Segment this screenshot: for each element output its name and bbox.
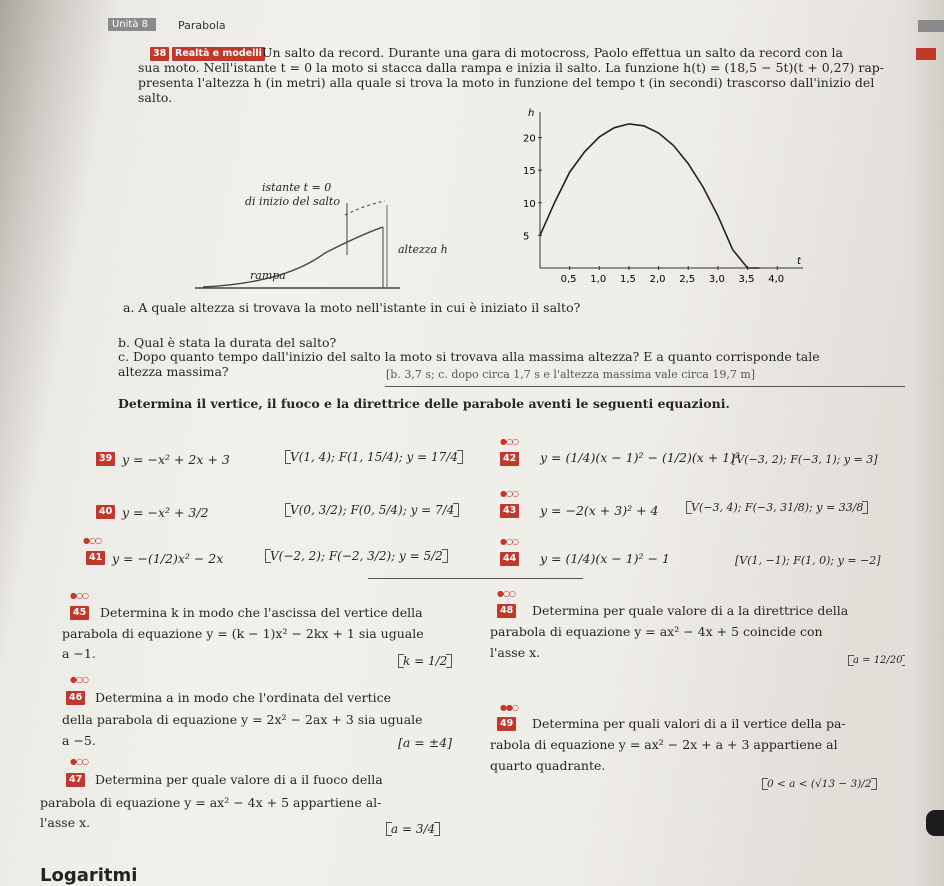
height-curve: [540, 124, 759, 268]
difficulty-dots: ●●○: [500, 703, 518, 712]
ex44-equation: y = (1/4)(x − 1)² − 1: [540, 551, 670, 566]
ex45-line-3: a −1.: [62, 646, 96, 661]
x-tick-label: 0,5: [560, 274, 577, 285]
ex38-line-2: sua moto. Nell'istante t = 0 la moto si stacca dalla rampa e inizia il salto. La funzione h(t) = (18,5 − 5t)(t + 0,27) rap-: [138, 60, 885, 75]
ex45-answer: k = 1/2: [398, 654, 452, 668]
realta-modelli-tag: Realtà e modelli: [172, 47, 265, 61]
ex40-equation: y = −x² + 3/2: [122, 505, 209, 520]
ex41-number: 41: [86, 551, 105, 565]
figure-height-label: altezza h: [398, 243, 448, 256]
difficulty-dots: ●○○: [497, 589, 515, 598]
x-tick-label: 2,5: [679, 274, 696, 285]
ex48-line-2: parabola di equazione y = ax² − 4x + 5 coincide con: [490, 624, 823, 639]
y-axis-label: h: [528, 108, 535, 119]
ex49-line-2: rabola di equazione y = ax² − 2x + a + 3 appartiene al: [490, 737, 838, 752]
ex49-number: 49: [497, 717, 516, 731]
difficulty-dots: ●○○: [500, 437, 518, 446]
question-b: b. Qual è stata la durata del salto?: [118, 335, 337, 350]
section-divider: [368, 578, 583, 579]
x-axis-label: t: [797, 256, 801, 267]
y-tick-label: 10: [523, 198, 536, 210]
ex39-number: 39: [96, 452, 115, 466]
ex47-line-1: Determina per quale valore di a il fuoco della: [95, 772, 383, 787]
ex47-line-3: l'asse x.: [40, 815, 91, 830]
ex39-equation: y = −x² + 2x + 3: [122, 452, 230, 467]
ex40-number: 40: [96, 505, 115, 519]
y-tick-label: 15: [523, 166, 536, 178]
ex48-number: 48: [497, 604, 516, 618]
ex47-number: 47: [66, 773, 85, 787]
figure-ramp-label: rampa: [250, 269, 286, 282]
next-section-title: Logaritmi: [40, 865, 138, 886]
ex48-line-1: Determina per quale valore di a la direttrice della: [532, 603, 849, 618]
answer-divider: [385, 386, 944, 387]
ex46-line-3: a −5.: [62, 733, 96, 748]
ex44-number: 44: [500, 552, 519, 566]
topic-label: Parabola: [178, 19, 226, 32]
figure-start-label-1: istante t = 0: [262, 181, 332, 194]
y-tick-label: 5: [523, 231, 530, 243]
question-a: a. A quale altezza si trovava la moto nell'istante in cui è iniziato il salto?: [123, 300, 581, 315]
adjacent-page-mark: [926, 810, 944, 836]
ex46-answer: [a = ±4]: [398, 735, 453, 750]
ex39-answer: V(1, 4); F(1, 15/4); y = 17/4: [285, 450, 463, 464]
ex48-line-3: l'asse x.: [490, 645, 541, 660]
x-tick-label: 3,5: [738, 274, 755, 285]
ex42-answer: [V(−3, 2); F(−3, 1); y = 3]: [732, 453, 878, 466]
difficulty-dots: ●○○: [500, 537, 518, 546]
ex42-equation: y = (1/4)(x − 1)² − (1/2)(x + 1)²: [540, 450, 741, 465]
difficulty-dots: ●○○: [83, 536, 101, 545]
adjacent-badge: [916, 48, 936, 60]
difficulty-dots: ●○○: [70, 591, 88, 600]
difficulty-dots: ●○○: [70, 675, 88, 684]
ex38-line-3: presenta l'altezza h (in metri) alla quale si trova la moto in funzione del tempo t (in secondi) trascorso dall'inizio del: [138, 75, 875, 90]
ex46-line-2: della parabola di equazione y = 2x² − 2ax + 3 sia uguale: [62, 712, 423, 727]
ex38-line-1: Un salto da record. Durante una gara di motocross, Paolo effettua un salto da record con la: [262, 45, 843, 60]
section-instruction: Determina il vertice, il fuoco e la direttrice delle parabole aventi le seguenti equazioni.: [118, 396, 730, 411]
ex43-number: 43: [500, 504, 519, 518]
ex43-equation: y = −2(x + 3)² + 4: [540, 503, 659, 518]
height-time-chart: [510, 108, 810, 293]
ex48-answer: a = 12/20: [848, 655, 908, 666]
difficulty-dots: ●○○: [500, 489, 518, 498]
adjacent-page-edge: [905, 0, 944, 886]
ex49-line-3: quarto quadrante.: [490, 758, 606, 773]
ex40-answer: V(0, 3/2); F(0, 5/4); y = 7/4: [285, 503, 459, 517]
x-tick-label: 3,0: [708, 274, 725, 285]
ex45-line-1: Determina k in modo che l'ascissa del vertice della: [100, 605, 423, 620]
x-tick-label: 2,0: [649, 274, 666, 285]
ex47-answer: a = 3/4: [386, 822, 440, 836]
ex41-answer: V(−2, 2); F(−2, 3/2); y = 5/2: [265, 549, 448, 563]
question-c: c. Dopo quanto tempo dall'inizio del salto la moto si trovava alla massima altezza? E a quanto corrisponde tale: [118, 349, 820, 364]
ex49-line-1: Determina per quali valori di a il vertice della pa-: [532, 716, 846, 731]
ex46-line-1: Determina a in modo che l'ordinata del vertice: [95, 690, 392, 705]
figure-start-label-2: di inizio del salto: [245, 195, 340, 208]
x-tick-label: 1,5: [619, 274, 636, 285]
ex49-answer: 0 < a < (√13 − 3)/2: [762, 778, 877, 790]
ex38-line-4: salto.: [138, 90, 173, 105]
ex47-line-2: parabola di equazione y = ax² − 4x + 5 appartiene al-: [40, 795, 382, 810]
difficulty-dots: ●○○: [70, 757, 88, 766]
ex38-answer: [b. 3,7 s; c. dopo circa 1,7 s e l'altezza massima vale circa 19,7 m]: [386, 368, 756, 381]
question-c-cont: altezza massima?: [118, 364, 229, 379]
x-tick-label: 4,0: [768, 274, 785, 285]
ex45-line-2: parabola di equazione y = (k − 1)x² − 2kx + 1 sia uguale: [62, 626, 424, 641]
ex44-answer: [V(1, −1); F(1, 0); y = −2]: [735, 554, 881, 567]
ex46-number: 46: [66, 691, 85, 705]
exercise-number: 38: [150, 47, 169, 61]
ex43-answer: V(−3, 4); F(−3, 31/8); y = 33/8: [686, 501, 868, 514]
unit-label: Unità 8: [108, 18, 156, 31]
x-tick-label: 1,0: [590, 274, 607, 285]
adjacent-tab: [918, 20, 944, 32]
ex45-number: 45: [70, 606, 89, 620]
ex41-equation: y = −(1/2)x² − 2x: [112, 551, 224, 566]
ex42-number: 42: [500, 452, 519, 466]
y-tick-label: 20: [523, 133, 536, 145]
